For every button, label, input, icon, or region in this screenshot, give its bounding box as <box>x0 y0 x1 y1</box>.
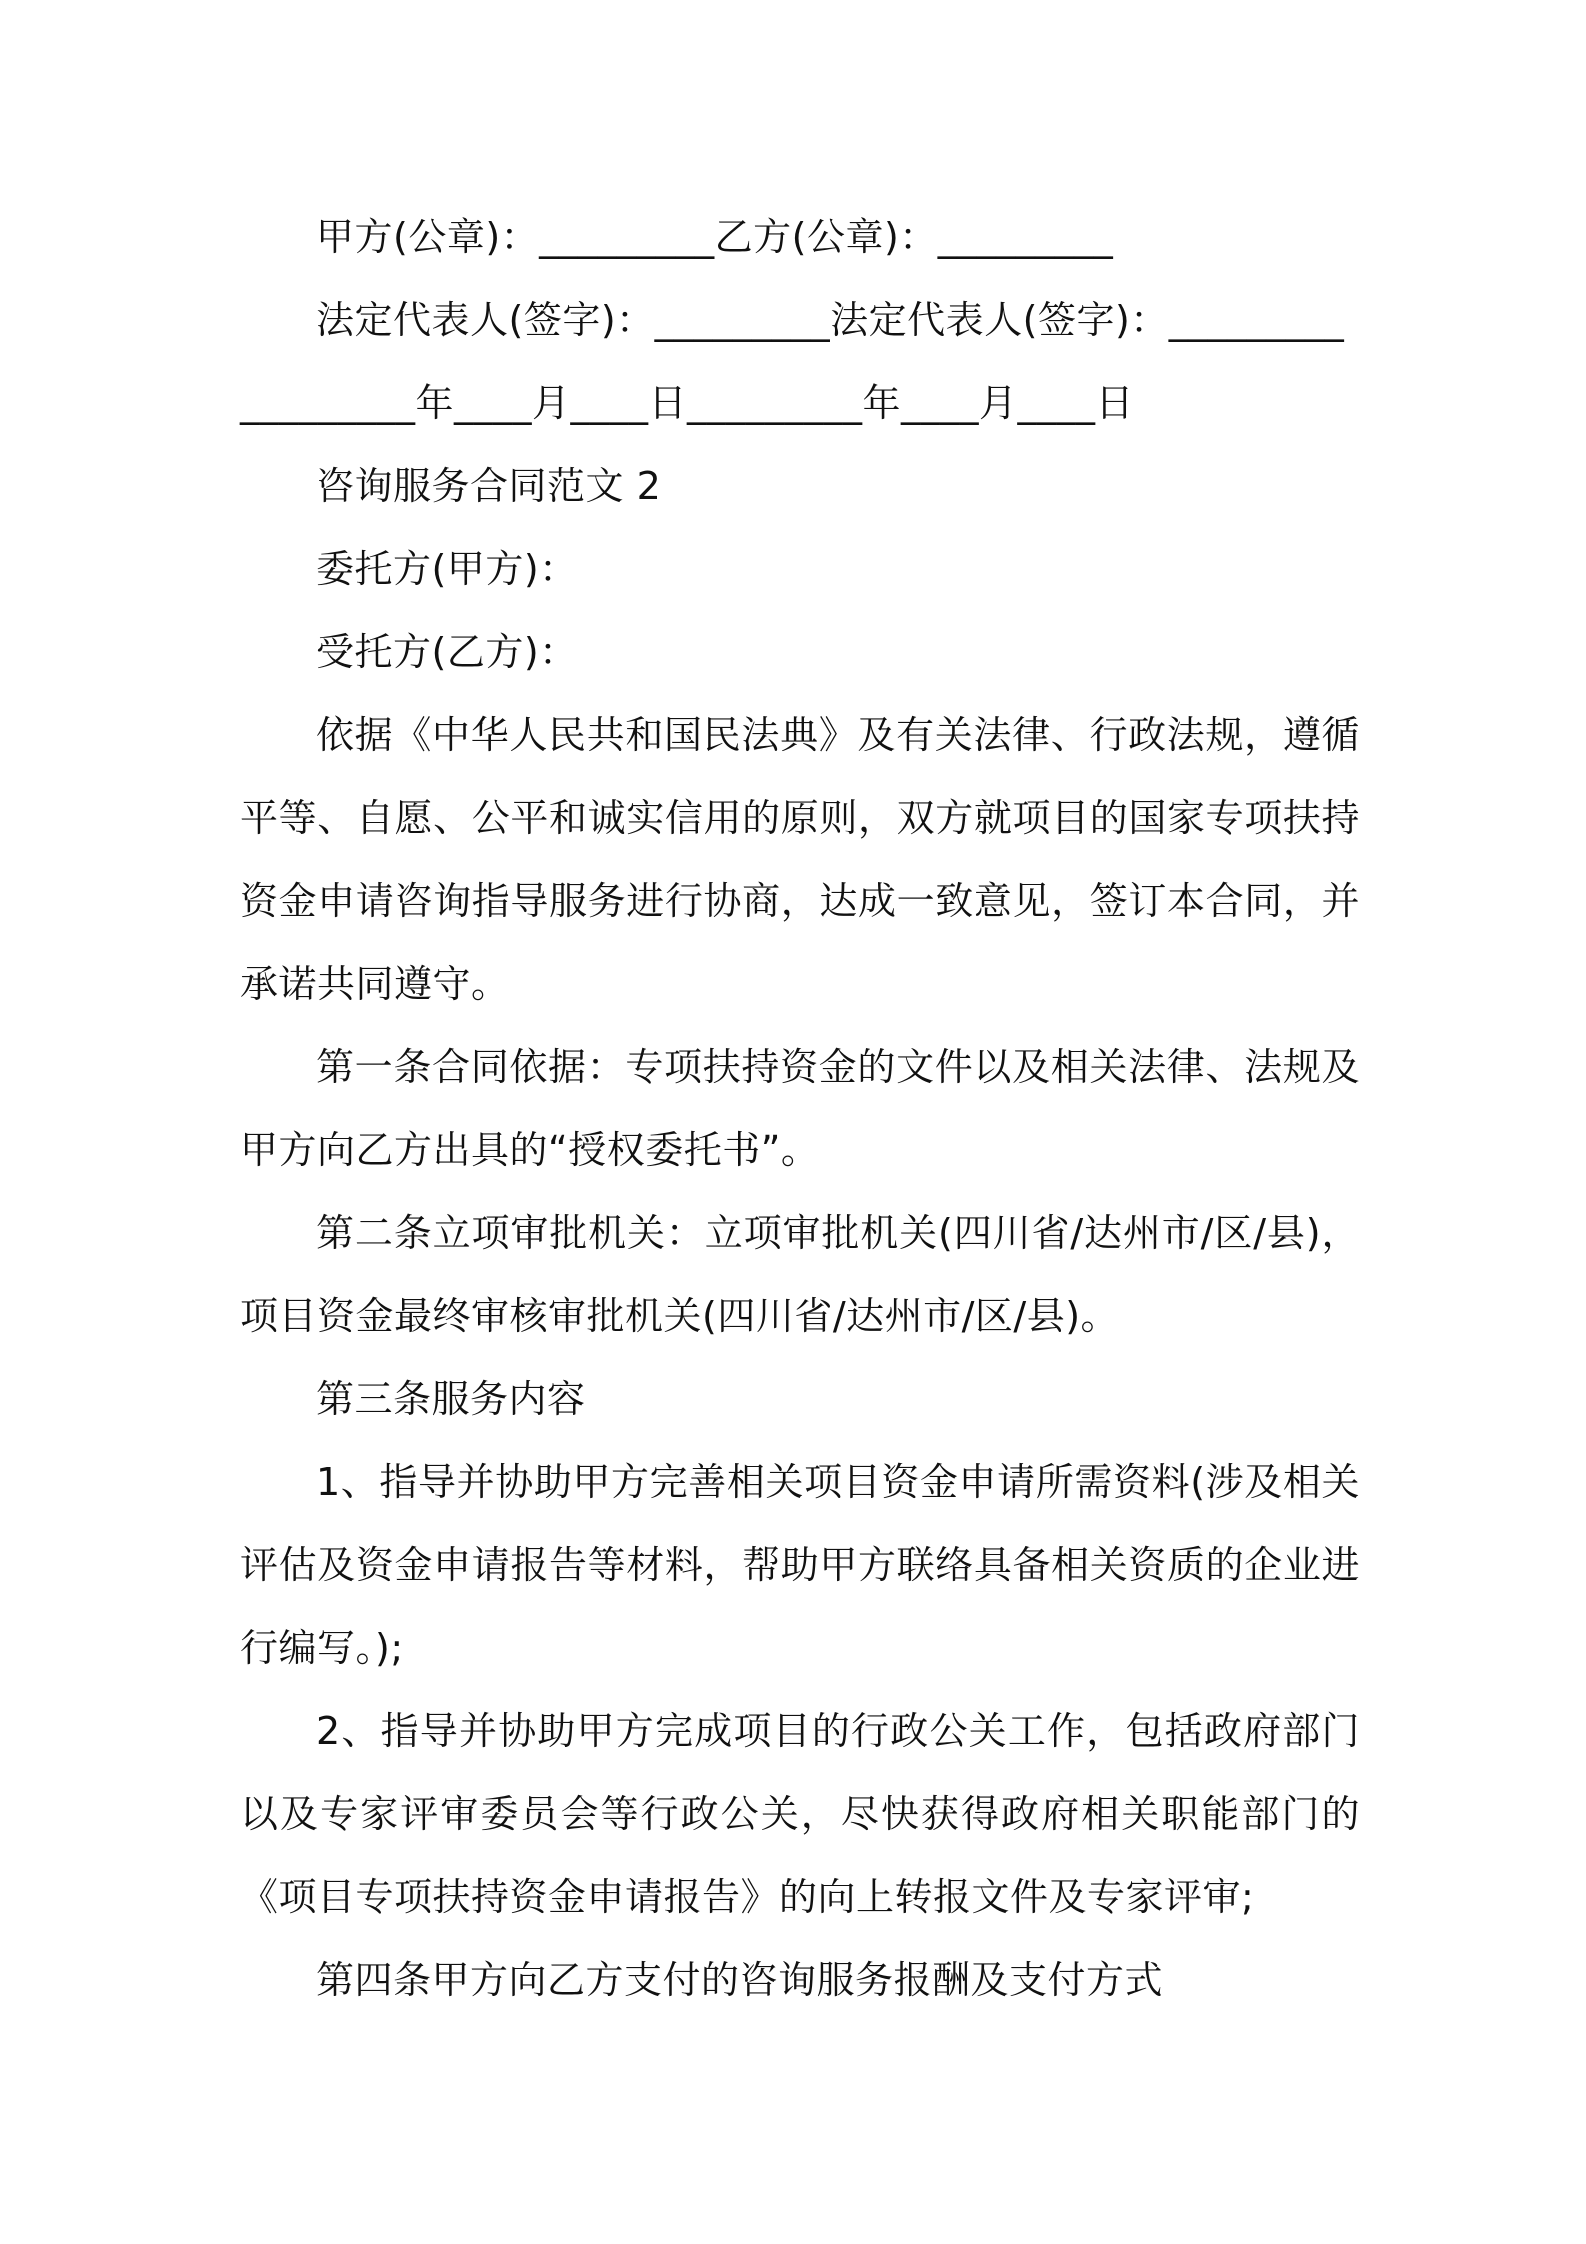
article-3-title: 第三条服务内容 <box>316 1377 586 1421</box>
signature-line-representative: 法定代表人(签字)：_________法定代表人(签字)：_________ <box>316 298 1345 342</box>
article-3-item-1: 1、指导并协助甲方完善相关项目资金申请所需资料(涉及相关评估及资金申请报告等材料，帮助甲方联络具备相关资质的企业进行编写。); <box>240 1460 1360 1670</box>
signature-line-date: _________年____月____日_________年____月____日 <box>240 381 1135 425</box>
article-2: 第二条立项审批机关：立项审批机关(四川省/达州市/区/县)，项目资金最终审核审批机关(四川省/达州市/区/县)。 <box>240 1211 1360 1338</box>
article-1: 第一条合同依据：专项扶持资金的文件以及相关法律、法规及甲方向乙方出具的“授权委托书”。 <box>240 1045 1360 1172</box>
intro-paragraph: 依据《中华人民共和国民法典》及有关法律、行政法规，遵循平等、自愿、公平和诚实信用的原则，双方就项目的国家专项扶持资金申请咨询指导服务进行协商，达成一致意见，签订本合同，并承诺共同遵守。 <box>240 713 1360 1006</box>
party-contractor: 受托方(乙方)： <box>316 630 578 674</box>
document-body <box>240 196 1360 2022</box>
signature-line-seal: 甲方(公章)：_________乙方(公章)：_________ <box>316 215 1114 259</box>
article-4-title: 第四条甲方向乙方支付的咨询服务报酬及支付方式 <box>316 1958 1164 2002</box>
document-title: 咨询服务合同范文 2 <box>316 464 662 508</box>
article-3-item-2: 2、指导并协助甲方完成项目的行政公关工作，包括政府部门以及专家评审委员会等行政公关，尽快获得政府相关职能部门的《项目专项扶持资金申请报告》的向上转报文件及专家评审; <box>240 1709 1360 1919</box>
party-client: 委托方(甲方)： <box>316 547 578 591</box>
